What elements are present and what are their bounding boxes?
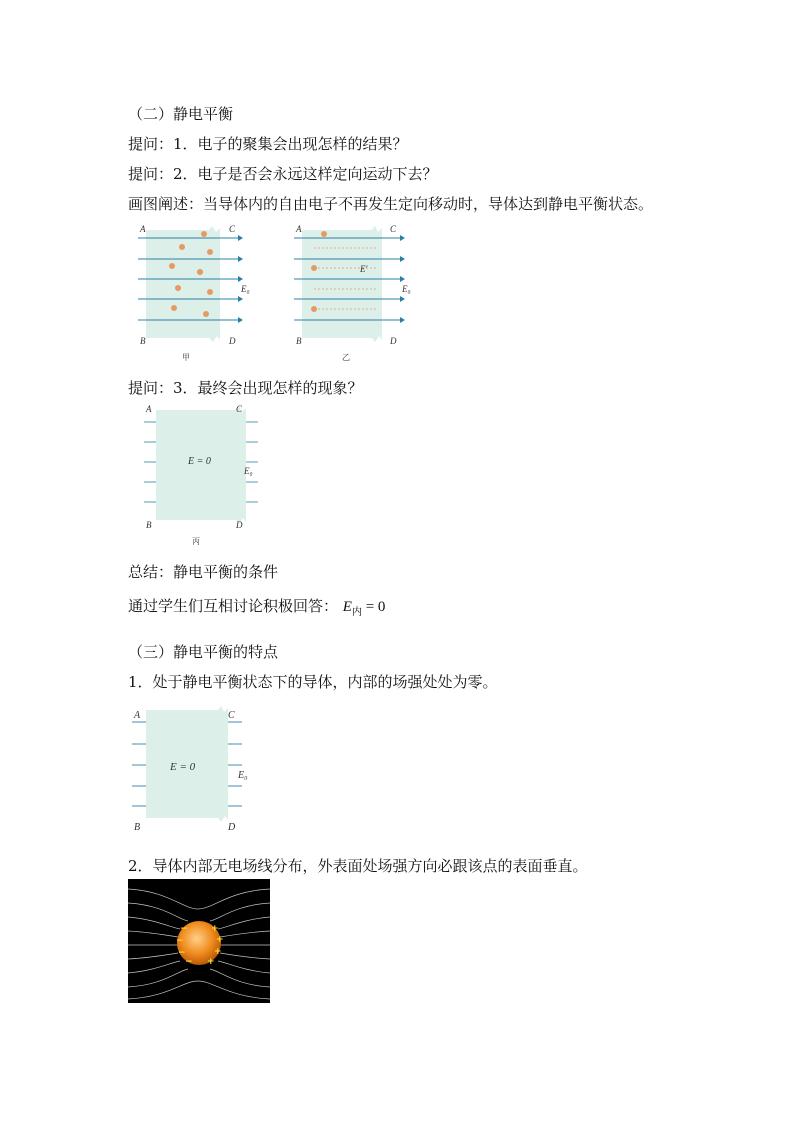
label-E-zero: E = 0 xyxy=(188,456,211,467)
figure-bing xyxy=(140,404,265,549)
label-E-zero: E = 0 xyxy=(170,761,196,773)
point-1: 1．处于静电平衡状态下的导体，内部的场强处处为零。 xyxy=(128,673,498,691)
label-E0: E₀ xyxy=(244,466,253,476)
label-C: C xyxy=(228,710,235,721)
label-A: A xyxy=(146,404,152,414)
question-3: 提问：3．最终会出现怎样的现象？ xyxy=(128,379,363,397)
label-B: B xyxy=(296,336,302,346)
label-A: A xyxy=(296,224,302,234)
figure-equilibrium-large xyxy=(128,704,268,834)
label-C: C xyxy=(229,224,236,234)
figure-jia xyxy=(134,222,254,362)
sphere-field-photo xyxy=(128,879,270,1003)
label-D: D xyxy=(390,336,397,346)
caption-bing: 丙 xyxy=(192,537,200,546)
label-A: A xyxy=(140,224,146,234)
label-D: D xyxy=(228,822,236,833)
question-1: 提问：1．电子的聚集会出现怎样的结果？ xyxy=(128,135,408,153)
caption-yi: 乙 xyxy=(342,353,350,362)
equation: $E_内 = 0$ xyxy=(342,599,386,618)
label-E0: E₀ xyxy=(238,770,248,781)
figure-yi xyxy=(290,222,415,362)
label-E0: E₀ xyxy=(241,284,250,294)
label-D: D xyxy=(236,520,243,530)
question-2: 提问：2．电子是否会永远这样定向运动下去？ xyxy=(128,165,438,183)
answer-line xyxy=(128,596,385,619)
svg-text:−: − xyxy=(178,948,186,958)
label-B: B xyxy=(140,336,146,346)
summary-text: 总结：静电平衡的条件 xyxy=(128,563,279,581)
caption-jia: 甲 xyxy=(182,353,190,362)
point-2: 2．导体内部无电场线分布，外表面处场强方向必跟该点的表面垂直。 xyxy=(128,857,588,875)
svg-text:−: − xyxy=(180,924,188,934)
label-E-prime: E′ xyxy=(360,264,368,274)
label-C: C xyxy=(236,404,243,414)
section-title-electrostatic-equilibrium: （二）静电平衡 xyxy=(128,105,234,123)
section-title-characteristics: （三）静电平衡的特点 xyxy=(128,643,279,661)
explanation-text: 画图阐述：当导体内的自由电子不再发生定向移动时，导体达到静电平衡状态。 xyxy=(128,195,654,213)
svg-text:−: − xyxy=(185,957,193,967)
label-C: C xyxy=(390,224,397,234)
label-D: D xyxy=(229,336,236,346)
svg-text:+: + xyxy=(214,947,222,957)
label-B: B xyxy=(134,822,141,833)
svg-text:+: + xyxy=(207,957,215,967)
svg-text:+: + xyxy=(216,935,224,945)
label-B: B xyxy=(146,520,152,530)
label-A: A xyxy=(134,710,141,721)
answer-prefix: 通过学生们互相讨论积极回答： xyxy=(128,597,339,615)
svg-text:+: + xyxy=(211,924,219,934)
svg-text:−: − xyxy=(176,936,184,946)
label-E0: E₀ xyxy=(402,284,411,294)
